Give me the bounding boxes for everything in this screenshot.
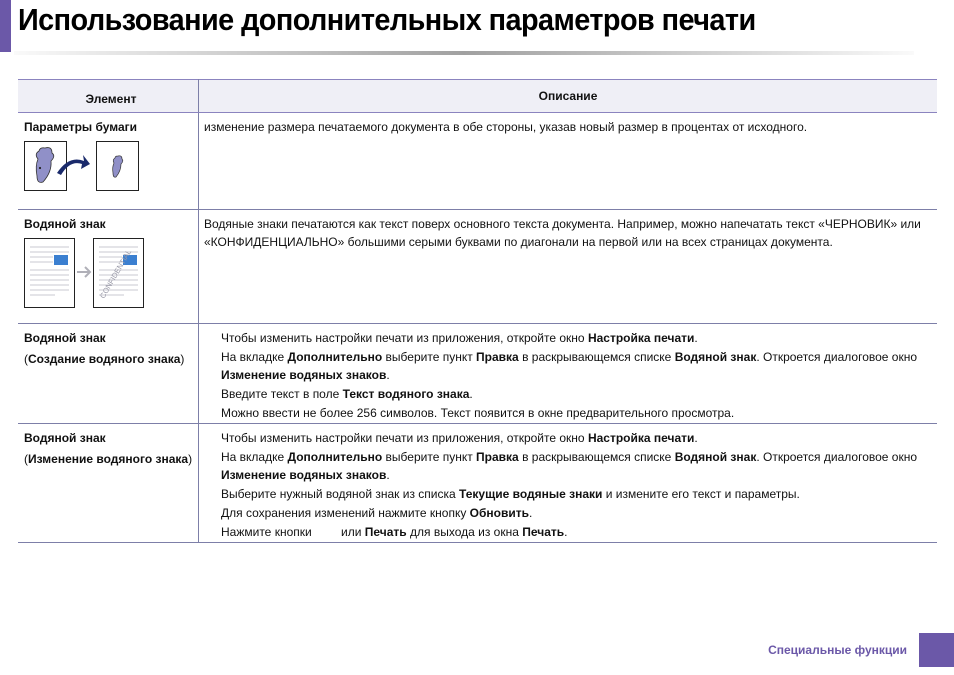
element-name: Параметры бумаги (24, 120, 138, 134)
scaled-page-icon (96, 141, 139, 191)
step-list (204, 329, 931, 422)
list-item: Для сохранения изменений нажмите кнопку Обновить. (221, 506, 533, 520)
watermark-text: CONFIDENTIAL (97, 247, 134, 300)
description-cell: Водяные знаки печатаются как текст поверх основного текста документа. Например, можно напечатать текст «ЧЕРНОВИК» или «КОНФИДЕНЦИАЛЬНО» большими серыми буквами по диагонали на первой или на всех страницах документа. (199, 210, 938, 324)
list-item: Выберите нужный водяной знак из списка Текущие водяные знаки и измените его текст и параметры. (221, 487, 800, 501)
list-item: Можно ввести не более 256 символов. Текст появится в окне предварительного просмотра. (221, 406, 735, 420)
element-name: Водяной знак (24, 217, 106, 231)
element-name: Водяной знак (24, 331, 106, 345)
arrow-right-icon (76, 264, 94, 280)
list-item: На вкладке Дополнительно выберите пункт Правка в раскрывающемся списке Водяной знак. Откроется диалоговое окно Изменение водяных знаков. (221, 450, 918, 482)
page-title: Использование дополнительных параметров печати (18, 2, 756, 37)
watermarked-page-icon (93, 238, 144, 308)
element-cell (18, 113, 199, 210)
scaling-illustration (24, 141, 144, 199)
list-item: Чтобы изменить настройки печати из приложения, откройте окно Настройка печати. (221, 331, 698, 345)
title-underline (14, 51, 914, 55)
table-row (18, 113, 937, 210)
list-item: На вкладке Дополнительно выберите пункт Правка в раскрывающемся списке Водяной знак. Откроется диалоговое окно Изменение водяных знаков. (221, 350, 918, 382)
plain-page-icon (24, 238, 75, 308)
element-subtitle: (Создание водяного знака) (24, 352, 185, 366)
list-item: Чтобы изменить настройки печати из приложения, откройте окно Настройка печати. (221, 431, 698, 445)
list-item: Введите текст в поле Текст водяного знака. (221, 387, 473, 401)
page-number-tab (919, 633, 954, 667)
table-row (18, 324, 937, 424)
description-cell (199, 324, 938, 424)
watermark-illustration (24, 238, 144, 312)
description-cell (199, 424, 938, 543)
list-item: Нажмите кнопки или Печать для выхода из окна Печать. (221, 525, 568, 539)
title-accent-bar (0, 0, 11, 52)
table-header-row (18, 80, 937, 113)
description-cell: изменение размера печатаемого документа в обе стороны, указав новый размер в процентах от исходного. (199, 113, 938, 210)
column-header-description: Описание (199, 80, 938, 113)
table-row (18, 210, 937, 324)
element-cell (18, 424, 199, 543)
column-header-element: Элемент (18, 80, 199, 113)
scale-arrow-icon (55, 151, 91, 177)
parameters-table (18, 79, 937, 543)
element-subtitle: (Изменение водяного знака) (24, 452, 193, 466)
step-list (204, 429, 931, 541)
section-footer-label: Специальные функции (768, 643, 907, 657)
element-cell (18, 324, 199, 424)
table-row (18, 424, 937, 543)
element-cell (18, 210, 199, 324)
element-name: Водяной знак (24, 431, 106, 445)
